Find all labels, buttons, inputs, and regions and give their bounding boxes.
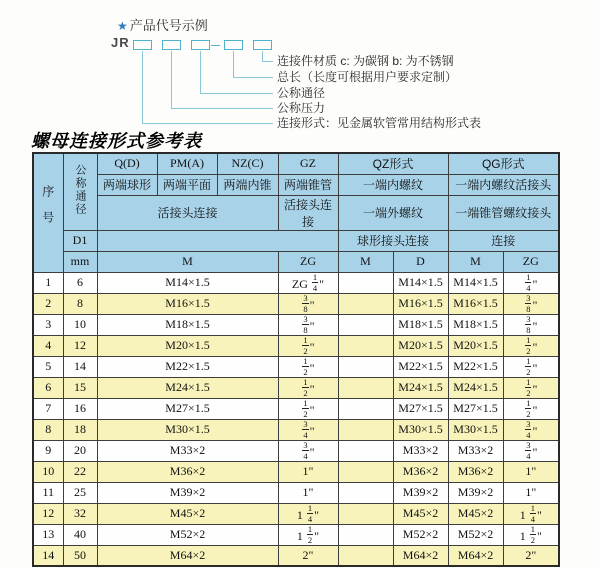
code-box-3 xyxy=(191,40,210,50)
cell-qz-m xyxy=(338,314,393,335)
cell-gz-zg: $\frac{1}{2}$ " xyxy=(278,398,338,419)
unit-qz-m: M xyxy=(338,251,393,272)
cell-qg-zg: $\frac{1}{2}$ " xyxy=(503,377,559,398)
cell-qg-zg: $\frac{3}{8}$ " xyxy=(503,293,559,314)
diagram-label-material: 连接件材质 c: 为碳钢 b: 为不锈钢 xyxy=(277,54,454,68)
cell-gz-zg: 2" xyxy=(278,545,338,566)
diagram-label-connection: 连接形式：见金属软管常用结构形式表 xyxy=(277,116,482,130)
table-row xyxy=(33,293,559,314)
subheader-gz: 两端锥管 xyxy=(278,174,338,195)
diagram-label-pressure: 公称压力 xyxy=(277,101,326,115)
cell-qg-zg: $\frac{1}{4}$ " xyxy=(503,272,559,293)
subheader-qg-1: 一端内螺纹活接头 xyxy=(448,174,559,195)
table-row xyxy=(33,398,559,419)
header-d1: D1 xyxy=(63,230,97,251)
connector-line xyxy=(171,108,273,109)
table-row xyxy=(33,482,559,503)
cell-gz-zg: ZG $\frac{1}{4}$ " xyxy=(278,272,338,293)
subheader-q: 两端球形 xyxy=(97,174,157,195)
cell-qg-m: M52×2 xyxy=(448,524,503,545)
table-row xyxy=(33,545,559,566)
product-code-diagram xyxy=(0,0,600,130)
cell-qg-m: M14×1.5 xyxy=(448,272,503,293)
diagram-title xyxy=(117,15,208,34)
cell-dn-mm: 14 xyxy=(63,356,97,377)
diagram-label-diameter: 公称通径 xyxy=(277,86,326,100)
cell-dn-mm: 8 xyxy=(63,293,97,314)
cell-m: M14×1.5 xyxy=(97,272,278,293)
cell-qg-zg: 1 $\frac{1}{2}$ " xyxy=(503,524,559,545)
cell-qz-m xyxy=(338,503,393,524)
cell-qg-m: M24×1.5 xyxy=(448,377,503,398)
cell-m: M27×1.5 xyxy=(97,398,278,419)
connector-line xyxy=(200,51,201,93)
code-prefix: JR xyxy=(111,35,130,50)
diagram-title-text: 产品代号示例 xyxy=(129,18,208,33)
code-box-2 xyxy=(162,40,181,50)
cell-qz-d: M64×2 xyxy=(393,545,448,566)
cell-m: M52×2 xyxy=(97,524,278,545)
table-row xyxy=(33,356,559,377)
cell-qz-d: M33×2 xyxy=(393,440,448,461)
unit-qg-zg: ZG xyxy=(503,251,559,272)
cell-gz-zg: $\frac{1}{2}$ " xyxy=(278,335,338,356)
cell-dn-mm: 18 xyxy=(63,419,97,440)
subheader-nz: 两端内锥 xyxy=(217,174,278,195)
cell-m: M30×1.5 xyxy=(97,419,278,440)
col-header-seq: 序号 xyxy=(33,153,63,272)
cell-seq: 2 xyxy=(33,293,63,314)
cell-qz-m xyxy=(338,272,393,293)
col-header-q: Q(D) xyxy=(97,153,157,174)
connector-line xyxy=(171,51,172,108)
cell-qz-d: M45×2 xyxy=(393,503,448,524)
cell-seq: 1 xyxy=(33,272,63,293)
cell-qg-zg: 2" xyxy=(503,545,559,566)
code-dash xyxy=(211,45,220,46)
cell-m: M24×1.5 xyxy=(97,377,278,398)
table-row xyxy=(33,377,559,398)
cell-qz-m xyxy=(338,545,393,566)
cell-qg-m: M33×2 xyxy=(448,440,503,461)
col-header-gz: GZ xyxy=(278,153,338,174)
cell-qz-m xyxy=(338,482,393,503)
cell-seq: 5 xyxy=(33,356,63,377)
cell-qg-zg: $\frac{3}{8}$ " xyxy=(503,314,559,335)
cell-dn-mm: 10 xyxy=(63,314,97,335)
table-row xyxy=(33,461,559,482)
cell-gz-zg: 1" xyxy=(278,461,338,482)
cell-qg-m: M20×1.5 xyxy=(448,335,503,356)
connector-line xyxy=(142,123,273,124)
unit-zg: ZG xyxy=(278,251,338,272)
cell-qz-m xyxy=(338,419,393,440)
cell-qg-zg: $\frac{1}{2}$ " xyxy=(503,398,559,419)
subheader-qz-1: 一端内螺纹 xyxy=(338,174,448,195)
cell-gz-zg: $\frac{3}{4}$ " xyxy=(278,440,338,461)
cell-qz-d: M36×2 xyxy=(393,461,448,482)
col-header-pm: PM(A) xyxy=(157,153,217,174)
cell-gz-zg: 1" xyxy=(278,482,338,503)
cell-qg-m: M18×1.5 xyxy=(448,314,503,335)
unit-qz-d: D xyxy=(393,251,448,272)
cell-qg-zg: $\frac{1}{2}$ " xyxy=(503,356,559,377)
cell-qz-d: M20×1.5 xyxy=(393,335,448,356)
cell-gz-zg: $\frac{3}{8}$ " xyxy=(278,293,338,314)
cell-qz-m xyxy=(338,524,393,545)
cell-qz-m xyxy=(338,335,393,356)
cell-qg-m: M16×1.5 xyxy=(448,293,503,314)
col-header-nominal-diameter: 公称通径 xyxy=(63,153,97,230)
cell-qg-zg: 1" xyxy=(503,482,559,503)
cell-dn-mm: 25 xyxy=(63,482,97,503)
subheader-gz-connection: 活接头连接 xyxy=(278,195,338,230)
cell-m: M18×1.5 xyxy=(97,314,278,335)
cell-m: M64×2 xyxy=(97,545,278,566)
code-box-4 xyxy=(224,40,243,50)
cell-gz-zg: $\frac{3}{8}$ " xyxy=(278,314,338,335)
cell-seq: 8 xyxy=(33,419,63,440)
cell-m: M16×1.5 xyxy=(97,293,278,314)
cell-dn-mm: 16 xyxy=(63,398,97,419)
cell-seq: 3 xyxy=(33,314,63,335)
unit-m: M xyxy=(97,251,278,272)
unit-mm: mm xyxy=(63,251,97,272)
cell-seq: 14 xyxy=(33,545,63,566)
connector-line xyxy=(233,51,234,77)
cell-qz-d: M14×1.5 xyxy=(393,272,448,293)
cell-dn-mm: 50 xyxy=(63,545,97,566)
cell-seq: 11 xyxy=(33,482,63,503)
cell-qz-m xyxy=(338,377,393,398)
subheader-union-connection: 活接头连接 xyxy=(97,195,278,230)
unit-qg-m: M xyxy=(448,251,503,272)
cell-gz-zg: $\frac{1}{2}$ " xyxy=(278,377,338,398)
cell-qz-m xyxy=(338,440,393,461)
col-header-qg: QG形式 xyxy=(448,153,559,174)
col-header-qz: QZ形式 xyxy=(338,153,448,174)
cell-seq: 6 xyxy=(33,377,63,398)
code-box-5 xyxy=(253,40,272,50)
table-row xyxy=(33,314,559,335)
connector-line xyxy=(233,77,273,78)
cell-qg-zg: 1" xyxy=(503,461,559,482)
cell-qz-d: M16×1.5 xyxy=(393,293,448,314)
cell-gz-zg: 1 $\frac{1}{2}$ " xyxy=(278,524,338,545)
cell-qz-d: M39×2 xyxy=(393,482,448,503)
subheader-qg-connection: 连接 xyxy=(448,230,559,251)
table-row xyxy=(33,524,559,545)
cell-dn-mm: 12 xyxy=(63,335,97,356)
cell-qg-m: M39×2 xyxy=(448,482,503,503)
cell-m: M20×1.5 xyxy=(97,335,278,356)
cell-qz-m xyxy=(338,461,393,482)
cell-seq: 7 xyxy=(33,398,63,419)
cell-qg-m: M45×2 xyxy=(448,503,503,524)
cell-dn-mm: 22 xyxy=(63,461,97,482)
cell-m: M33×2 xyxy=(97,440,278,461)
cell-qg-zg: $\frac{3}{4}$ " xyxy=(503,419,559,440)
connector-line xyxy=(262,51,263,61)
cell-qg-zg: $\frac{1}{2}$ " xyxy=(503,335,559,356)
cell-m: M22×1.5 xyxy=(97,356,278,377)
subheader-qz-2: 一端外螺纹 xyxy=(338,195,448,230)
diagram-label-length: 总长（长度可根据用户要求定制） xyxy=(277,70,458,84)
code-box-1 xyxy=(133,40,152,50)
table-title: 螺母连接形式参考表 xyxy=(31,131,202,151)
cell-seq: 13 xyxy=(33,524,63,545)
table-row xyxy=(33,503,559,524)
cell-gz-zg: 1 $\frac{1}{4}$ " xyxy=(278,503,338,524)
cell-qz-d: M18×1.5 xyxy=(393,314,448,335)
cell-m: M45×2 xyxy=(97,503,278,524)
cell-qz-m xyxy=(338,356,393,377)
header-blank xyxy=(97,230,338,251)
cell-qz-d: M22×1.5 xyxy=(393,356,448,377)
cell-qg-m: M30×1.5 xyxy=(448,419,503,440)
star-icon: ★ xyxy=(117,19,128,33)
connector-line xyxy=(200,93,273,94)
cell-dn-mm: 32 xyxy=(63,503,97,524)
table-row xyxy=(33,419,559,440)
subheader-pm: 两端平面 xyxy=(157,174,217,195)
cell-qz-d: M52×2 xyxy=(393,524,448,545)
cell-dn-mm: 20 xyxy=(63,440,97,461)
connector-line xyxy=(142,51,143,123)
cell-seq: 9 xyxy=(33,440,63,461)
cell-qz-d: M27×1.5 xyxy=(393,398,448,419)
cell-qg-zg: 1 $\frac{1}{4}$ " xyxy=(503,503,559,524)
cell-seq: 12 xyxy=(33,503,63,524)
cell-seq: 4 xyxy=(33,335,63,356)
connector-line xyxy=(262,61,273,62)
table-row xyxy=(33,440,559,461)
cell-qz-d: M24×1.5 xyxy=(393,377,448,398)
cell-gz-zg: $\frac{3}{4}$ " xyxy=(278,419,338,440)
cell-qg-zg: $\frac{3}{4}$ " xyxy=(503,440,559,461)
cell-qg-m: M22×1.5 xyxy=(448,356,503,377)
subheader-qz-connection: 球形接头连接 xyxy=(338,230,448,251)
cell-qg-m: M64×2 xyxy=(448,545,503,566)
cell-qg-m: M36×2 xyxy=(448,461,503,482)
cell-qz-m xyxy=(338,398,393,419)
table-row xyxy=(33,335,559,356)
cell-qz-d: M30×1.5 xyxy=(393,419,448,440)
subheader-qg-2: 一端锥管螺纹接头 xyxy=(448,195,559,230)
table-row xyxy=(33,272,559,293)
cell-dn-mm: 40 xyxy=(63,524,97,545)
nut-connection-table xyxy=(32,152,560,567)
cell-dn-mm: 15 xyxy=(63,377,97,398)
cell-qg-m: M27×1.5 xyxy=(448,398,503,419)
cell-qz-m xyxy=(338,293,393,314)
cell-dn-mm: 6 xyxy=(63,272,97,293)
cell-m: M36×2 xyxy=(97,461,278,482)
cell-seq: 10 xyxy=(33,461,63,482)
cell-gz-zg: $\frac{1}{2}$ " xyxy=(278,356,338,377)
cell-m: M39×2 xyxy=(97,482,278,503)
col-header-nz: NZ(C) xyxy=(217,153,278,174)
